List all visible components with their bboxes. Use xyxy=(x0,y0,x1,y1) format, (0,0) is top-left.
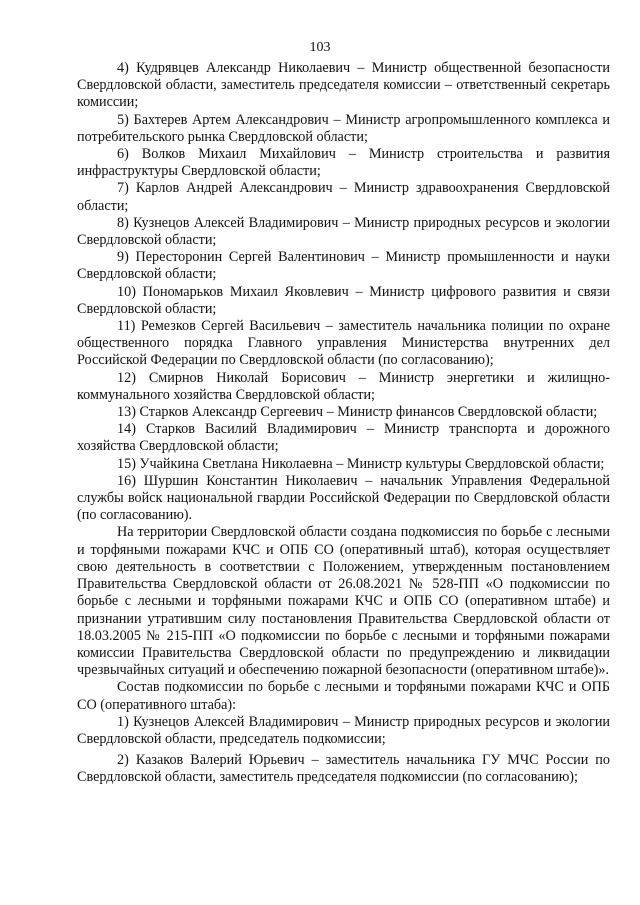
paragraph-member-10: 10) Пономарьков Михаил Яковлевич – Министр цифрового развития и связи Свердловской области; xyxy=(77,283,610,317)
paragraph-member-5: 5) Бахтерев Артем Александрович – Министр агропромышленного комплекса и потребительского рынка Свердловской области; xyxy=(77,111,610,145)
paragraph-subcommission-intro: На территории Свердловской области создана подкомиссия по борьбе с лесными и торфяными пожарами КЧС и ОПБ СО (оперативный штаб), которая осуществляет свою деятельность в соответствии с Положением, утвержденным постановлением Правительства Свердловской области от 26.08.2021 № 528-ПП «О подкомиссии по борьбе с лесными и торфяными пожарами КЧС и ОПБ СО (оперативном штабе) и признании утратившим силу постановления Правительства Свердловской области от 18.03.2005 № 215-ПП «О подкомиссии по борьбе с лесными и торфяными пожарами комиссии Правительства Свердловской области по предупреждению и ликвидации чрезвычайных ситуаций и обеспечению пожарной безопасности (оперативном штабе)». xyxy=(77,524,610,679)
paragraph-member-8: 8) Кузнецов Алексей Владимирович – Министр природных ресурсов и экологии Свердловской области; xyxy=(77,214,610,249)
paragraph-subcommission-composition: Состав подкомиссии по борьбе с лесными и торфяными пожарами КЧС и ОПБ СО (оперативного штаба): xyxy=(77,679,610,713)
paragraph-member-7: 7) Карлов Андрей Александрович – Министр здравоохранения Свердловской области; xyxy=(77,180,610,214)
paragraph-member-16: 16) Шуршин Константин Николаевич – начальник Управления Федеральной службы войск национальной гвардии Российской Федерации по Свердловской области (по согласованию). xyxy=(77,472,610,524)
page-number: 103 xyxy=(309,40,331,55)
paragraph-member-9: 9) Пересторонин Сергей Валентинович – Министр промышленности и науки Свердловской области; xyxy=(77,249,610,283)
paragraph-member-13: 13) Старков Александр Сергеевич – Министр финансов Свердловской области; xyxy=(117,404,598,421)
paragraph-member-6: 6) Волков Михаил Михайлович – Министр строительства и развития инфраструктуры Свердловской области; xyxy=(77,146,610,180)
paragraph-member-12: 12) Смирнов Николай Борисович – Министр энергетики и жилищно-коммунального хозяйства Свердловской области; xyxy=(77,369,610,403)
paragraph-subcommission-member-1: 1) Кузнецов Алексей Владимирович – Министр природных ресурсов и экологии Свердловской области, председатель подкомиссии; xyxy=(77,713,610,747)
paragraph-member-15: 15) Учайкина Светлана Николаевна – Министр культуры Свердловской области; xyxy=(117,455,605,472)
paragraph-member-11: 11) Ремезков Сергей Васильевич – заместитель начальника полиции по охране общественного порядка Главного управления Министерства внутренних дел Российской Федерации по Свердловской области (по согласованию); xyxy=(77,318,610,369)
paragraph-member-14: 14) Старков Василий Владимирович – Министр транспорта и дорожного хозяйства Свердловской области; xyxy=(77,421,610,455)
paragraph-subcommission-member-2: 2) Казаков Валерий Юрьевич – заместитель начальника ГУ МЧС России по Свердловской области, заместитель председателя подкомиссии (по согласованию); xyxy=(77,752,610,786)
paragraph-member-4: 4) Кудрявцев Александр Николаевич – Министр общественной безопасности Свердловской области, заместитель председателя комиссии – ответственный секретарь комиссии; xyxy=(77,60,610,111)
document-body xyxy=(77,60,610,787)
